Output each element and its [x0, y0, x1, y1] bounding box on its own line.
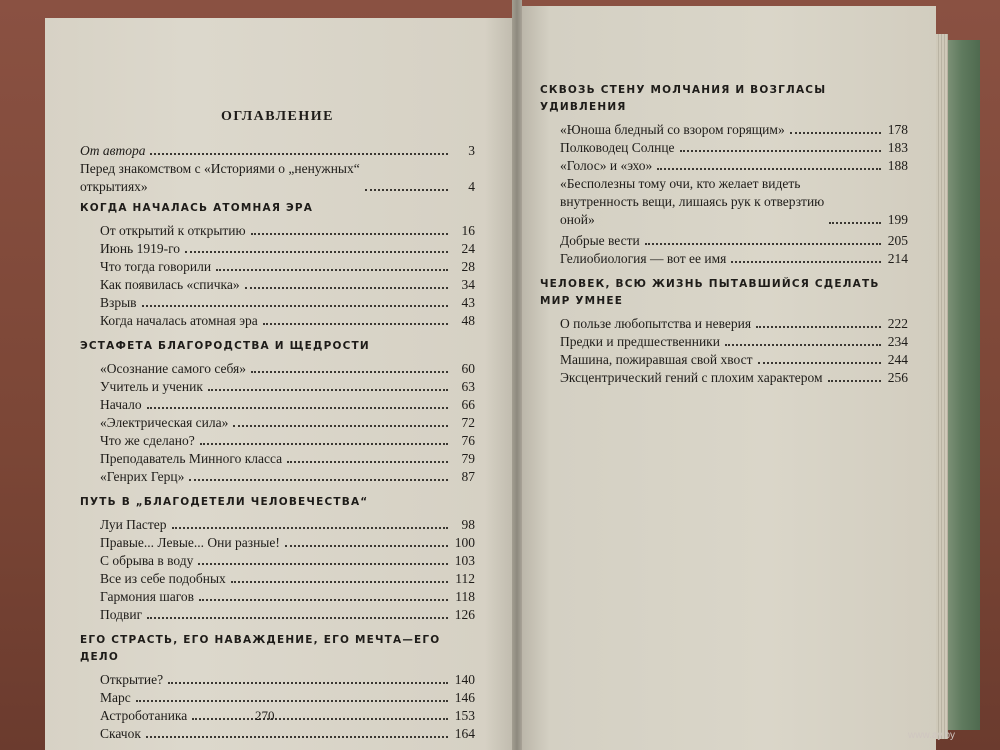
toc-entry-page: 66 — [461, 397, 475, 412]
toc-entry-title: Скачок — [100, 726, 141, 741]
dot-leader — [199, 599, 448, 601]
toc-entry — [540, 139, 908, 157]
toc-heading: ОГЛАВЛЕНИЕ — [221, 109, 334, 124]
toc-entry-title: Машина, пожиравшая свой хвост — [560, 352, 753, 367]
dot-leader — [233, 425, 448, 427]
toc-entry — [540, 351, 908, 369]
toc-entry — [80, 294, 475, 312]
toc-entry-page: 43 — [461, 295, 475, 310]
toc-entry-title: Гармония шагов — [100, 589, 195, 604]
toc-entry — [540, 175, 908, 229]
toc-entry — [80, 258, 475, 276]
dot-leader — [147, 617, 448, 619]
toc-entry-page: 164 — [454, 726, 475, 741]
page-number: 270 — [255, 708, 275, 723]
toc-entry-page: 140 — [454, 672, 475, 687]
toc-entry-page: 214 — [887, 251, 908, 266]
toc-entry-title: Что же сделано? — [100, 433, 195, 448]
toc-entry-page: 76 — [461, 433, 475, 448]
toc-entry — [540, 315, 908, 333]
dot-leader — [756, 326, 881, 328]
toc-entry-title: Взрыв — [100, 295, 137, 310]
dot-leader — [828, 380, 882, 382]
toc-section-title: ЧЕЛОВЕК, ВСЮ ЖИЗНЬ ПЫТАВШИЙСЯ СДЕЛАТЬ МИР УМНЕЕ — [540, 278, 880, 307]
dot-leader — [829, 222, 881, 224]
toc-entry-page: 4 — [468, 179, 475, 194]
toc-entry — [80, 360, 475, 378]
toc-entry-page: 103 — [454, 553, 475, 568]
toc-entry-page: 87 — [461, 469, 475, 484]
toc-entry — [80, 378, 475, 396]
left-table-of-contents — [80, 108, 475, 747]
dot-leader — [657, 168, 881, 170]
toc-entry-page: 72 — [461, 415, 475, 430]
toc-entry-page: 112 — [455, 571, 475, 586]
toc-entry-page: 183 — [887, 140, 908, 155]
toc-entry — [540, 369, 908, 387]
dot-leader — [172, 527, 448, 529]
toc-entry-page: 178 — [887, 122, 908, 137]
toc-entry-page: 146 — [454, 690, 475, 705]
toc-entry-page: 63 — [461, 379, 475, 394]
toc-entry-page: 222 — [887, 316, 908, 331]
toc-entry-page: 98 — [461, 517, 475, 532]
toc-entry-page: 199 — [887, 212, 908, 227]
toc-entry-page: 100 — [454, 535, 475, 550]
toc-entry — [80, 276, 475, 294]
toc-entry-title: О пользе любопытства и неверия — [560, 316, 752, 331]
toc-entry-page: 60 — [461, 361, 475, 376]
toc-entry-title: Марс — [100, 690, 131, 705]
toc-entry — [540, 232, 908, 250]
toc-entry — [80, 450, 475, 468]
toc-entry-title: Луи Пастер — [100, 517, 167, 532]
dot-leader — [150, 153, 448, 155]
toc-entry-title: Эксцентрический гений с плохим характером — [560, 370, 823, 385]
toc-entry-title: Учитель и ученик — [100, 379, 203, 394]
toc-entry-title: Открытие? — [100, 672, 164, 687]
dot-leader — [251, 233, 448, 235]
toc-entry-title: Предки и предшественники — [560, 334, 720, 349]
toc-entry-page: 244 — [887, 352, 908, 367]
dot-leader — [285, 545, 448, 547]
toc-entry-page: 256 — [887, 370, 908, 385]
toc-sections — [540, 82, 908, 391]
toc-entry — [80, 689, 475, 707]
toc-section-title: СКВОЗЬ СТЕНУ МОЛЧАНИЯ И ВОЗГЛАСЫ УДИВЛЕНИЯ — [540, 84, 827, 113]
toc-entry-page: 3 — [468, 143, 475, 158]
toc-entry — [80, 222, 475, 240]
toc-entry-page: 16 — [461, 223, 475, 238]
toc-entry-title: Перед знакомством с «Историями о „ненужных“ открытиях» — [80, 161, 360, 194]
toc-entry-page: 188 — [887, 158, 908, 173]
toc-entry-page: 79 — [461, 451, 475, 466]
toc-entry-title: Когда началась атомная эра — [100, 313, 258, 328]
dot-leader — [136, 700, 448, 702]
toc-entry-title: «Электрическая сила» — [100, 415, 229, 430]
dot-leader — [263, 323, 448, 325]
toc-entry-title: От открытий к открытию — [100, 223, 246, 238]
toc-entry-title: «Голос» и «эхо» — [560, 158, 653, 173]
dot-leader — [189, 479, 448, 481]
toc-entry-title: «Юноша бледный со взором горящим» — [560, 122, 785, 137]
toc-entry — [540, 250, 908, 268]
dot-leader — [192, 718, 448, 720]
toc-entry-title: Как появилась «спичка» — [100, 277, 240, 292]
dot-leader — [365, 189, 448, 191]
toc-entry-page: 153 — [454, 708, 475, 723]
toc-entry-page: 24 — [461, 241, 475, 256]
toc-entry-title: «Бесполезны тому очи, кто желает видеть внутренность вещи, лишаясь рук к отверзтию оной» — [560, 176, 825, 227]
toc-entry — [80, 432, 475, 450]
watermark: www.ay.by — [908, 730, 956, 741]
toc-entry — [80, 142, 475, 160]
dot-leader — [731, 261, 881, 263]
dot-leader — [287, 461, 448, 463]
toc-entry-page: 118 — [455, 589, 475, 604]
dot-leader — [216, 269, 448, 271]
toc-section-title: ЭСТАФЕТА БЛАГОРОДСТВА И ЩЕДРОСТИ — [80, 340, 370, 352]
toc-entry-title: «Осознание самого себя» — [100, 361, 247, 376]
toc-entry — [80, 396, 475, 414]
dot-leader — [251, 371, 448, 373]
toc-entry-title: Полководец Солнце — [560, 140, 675, 155]
toc-entry — [80, 671, 475, 689]
toc-entry-page: 205 — [887, 233, 908, 248]
toc-sections — [80, 200, 475, 747]
dot-leader — [790, 132, 881, 134]
toc-entry-title: От автора — [80, 143, 146, 158]
toc-entry — [80, 707, 475, 725]
dot-leader — [185, 251, 448, 253]
toc-entry — [80, 468, 475, 486]
dot-leader — [645, 243, 881, 245]
toc-entry — [540, 121, 908, 139]
toc-entry-page: 48 — [461, 313, 475, 328]
toc-entry — [80, 552, 475, 570]
dot-leader — [208, 389, 448, 391]
toc-section-title: ЕГО СТРАСТЬ, ЕГО НАВАЖДЕНИЕ, ЕГО МЕЧТА—ЕГО ДЕЛО — [80, 634, 441, 663]
toc-intro — [80, 142, 475, 196]
dot-leader — [680, 150, 881, 152]
toc-entry-title: Все из себе подобных — [100, 571, 226, 586]
dot-leader — [245, 287, 448, 289]
dot-leader — [142, 305, 448, 307]
dot-leader — [758, 362, 882, 364]
toc-section-title: ПУТЬ В „БЛАГОДЕТЕЛИ ЧЕЛОВЕЧЕСТВА“ — [80, 496, 369, 508]
dot-leader — [200, 443, 448, 445]
toc-entry-title: Что тогда говорили — [100, 259, 212, 274]
toc-entry-title: Астроботаника — [100, 708, 188, 723]
toc-entry — [80, 160, 475, 196]
dot-leader — [198, 563, 448, 565]
toc-entry-page: 234 — [887, 334, 908, 349]
toc-entry-title: Подвиг — [100, 607, 143, 622]
toc-entry — [80, 725, 475, 743]
toc-entry — [80, 570, 475, 588]
dot-leader — [146, 736, 448, 738]
toc-entry — [80, 606, 475, 624]
book-gutter — [512, 0, 522, 750]
toc-entry-title: С обрыва в воду — [100, 553, 194, 568]
toc-entry — [80, 588, 475, 606]
toc-entry — [80, 534, 475, 552]
toc-entry-title: Правые... Левые... Они разные! — [100, 535, 280, 550]
toc-entry — [80, 312, 475, 330]
toc-entry-page: 34 — [461, 277, 475, 292]
dot-leader — [168, 682, 448, 684]
toc-entry-title: «Генрих Герц» — [100, 469, 185, 484]
toc-entry-page: 28 — [461, 259, 475, 274]
toc-entry-page: 126 — [454, 607, 475, 622]
dot-leader — [231, 581, 448, 583]
toc-entry — [540, 333, 908, 351]
toc-entry — [540, 157, 908, 175]
toc-entry-title: Начало — [100, 397, 142, 412]
right-table-of-contents — [540, 78, 908, 391]
toc-entry — [80, 240, 475, 258]
toc-entry-title: Июнь 1919-го — [100, 241, 181, 256]
toc-entry — [80, 516, 475, 534]
toc-entry — [80, 414, 475, 432]
dot-leader — [147, 407, 448, 409]
dot-leader — [725, 344, 881, 346]
toc-entry-title: Гелиобиология — вот ее имя — [560, 251, 727, 266]
toc-entry-title: Преподаватель Минного класса — [100, 451, 283, 466]
toc-entry-title: Добрые вести — [560, 233, 640, 248]
toc-section-title: КОГДА НАЧАЛАСЬ АТОМНАЯ ЭРА — [80, 202, 314, 214]
